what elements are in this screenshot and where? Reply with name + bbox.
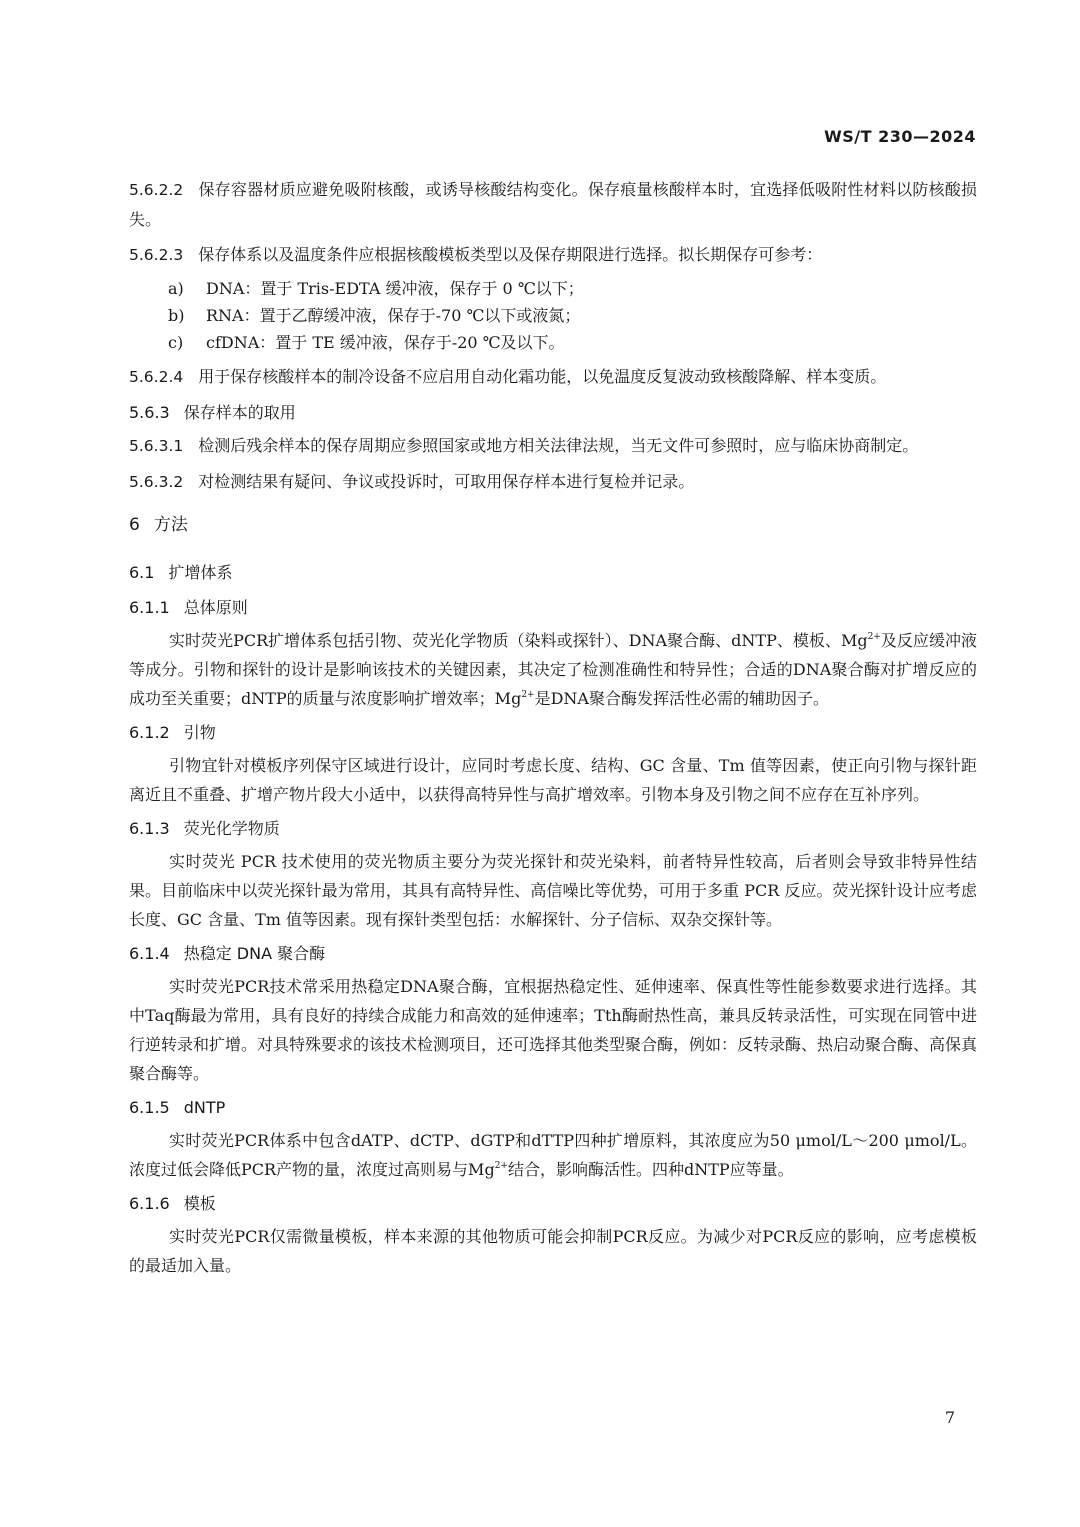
list-item bbox=[168, 302, 977, 329]
page-number: 7 bbox=[944, 1408, 955, 1427]
heading-number: 6.1.2 bbox=[129, 723, 170, 742]
heading-number: 6.1.4 bbox=[129, 944, 170, 963]
heading-title: 扩增体系 bbox=[168, 563, 233, 582]
clause-text: 保存体系以及温度条件应根据核酸模板类型以及保存期限进行选择。拟长期保存可参考： bbox=[198, 245, 823, 264]
storage-conditions-list bbox=[168, 275, 977, 356]
paragraph-fluorescent-chemicals: 实时荧光 PCR 技术使用的荧光物质主要分为荧光探针和荧光染料，前者特异性较高，后者则会导致非特异性结果。目前临床中以荧光探针最为常用，其具有高特异性、高信噪比等优势，可用于多重 PCR 反应。荧光探针设计应考虑长度、GC 含量、Tm 值等因素。现有探针类型包括：水解探针、分子信标、双杂交探针等。 bbox=[129, 852, 977, 929]
paragraph-dntp bbox=[129, 1126, 977, 1184]
list-item-text: RNA：置于乙醇缓冲液，保存于-70 ℃以下或液氮； bbox=[206, 306, 581, 325]
heading-title: 引物 bbox=[183, 723, 216, 742]
heading-title: dNTP bbox=[183, 1098, 226, 1117]
clause-text: 用于保存核酸样本的制冷设备不应启用自动化霜功能，以免温度反复波动致核酸降解、样本变质。 bbox=[198, 367, 887, 386]
heading-number: 5.6.3 bbox=[129, 403, 170, 422]
list-item bbox=[168, 329, 977, 356]
list-marker: a) bbox=[168, 279, 184, 298]
clause-number: 5.6.2.4 bbox=[129, 368, 184, 386]
list-item-text: cfDNA：置于 TE 缓冲液，保存于-20 ℃及以下。 bbox=[206, 333, 565, 352]
heading-6-1 bbox=[129, 558, 977, 587]
heading-number: 6.1.3 bbox=[129, 819, 170, 838]
paragraph-text: 实时荧光PCR体系中包含dATP、dCTP、dGTP和dTTP四种扩增原料，其浓度应为50 μmol/L～200 μmol/L。浓度过低会降低PCR产物的量，浓度过高则易与Mg bbox=[129, 1131, 977, 1179]
paragraph-template: 实时荧光PCR仅需微量模板，样本来源的其他物质可能会抑制PCR反应。为减少对PCR反应的影响，应考虑模板的最适加入量。 bbox=[129, 1227, 977, 1275]
heading-number: 6.1.5 bbox=[129, 1098, 170, 1117]
clause-number: 5.6.2.2 bbox=[129, 181, 184, 199]
list-item bbox=[168, 275, 977, 302]
page-content bbox=[129, 175, 977, 1285]
clause-5-6-2-4 bbox=[129, 362, 977, 392]
standard-number: WS/T 230—2024 bbox=[824, 127, 976, 146]
superscript-charge: 2+ bbox=[494, 1161, 508, 1171]
heading-title: 方法 bbox=[153, 515, 188, 535]
heading-6-1-1 bbox=[129, 593, 977, 622]
paragraph-primers: 引物宜针对模板序列保守区域进行设计，应同时考虑长度、结构、GC 含量、Tm 值等因素，使正向引物与探针距离近且不重叠、扩增产物片段大小适中，以获得高特异性与高扩增效率。引物本身及引物之间不应存在互补序列。 bbox=[129, 756, 977, 804]
paragraph-text: 实时荧光PCR扩增体系包括引物、荧光化学物质（染料或探针）、DNA聚合酶、dNTP、模板、Mg bbox=[169, 631, 868, 650]
heading-number: 6.1.1 bbox=[129, 598, 170, 617]
clause-number: 5.6.2.3 bbox=[129, 246, 184, 264]
heading-title: 保存样本的取用 bbox=[183, 403, 296, 422]
list-marker: b) bbox=[168, 306, 185, 325]
heading-number: 6.1.6 bbox=[129, 1194, 170, 1213]
heading-title: 模板 bbox=[183, 1194, 216, 1213]
heading-6-1-3 bbox=[129, 814, 977, 843]
heading-6 bbox=[129, 511, 977, 540]
paragraph-general-principle bbox=[129, 626, 977, 713]
superscript-charge: 2+ bbox=[867, 632, 881, 642]
clause-text: 对检测结果有疑问、争议或投诉时，可取用保存样本进行复检并记录。 bbox=[198, 472, 695, 491]
heading-title: 热稳定 DNA 聚合酶 bbox=[183, 944, 326, 963]
heading-title: 荧光化学物质 bbox=[183, 819, 280, 838]
paragraph-text: 是DNA聚合酶发挥活性必需的辅助因子。 bbox=[534, 689, 829, 708]
paragraph-text: 结合，影响酶活性。四种dNTP应等量。 bbox=[507, 1160, 794, 1179]
heading-title: 总体原则 bbox=[183, 598, 248, 617]
paragraph-dna-polymerase: 实时荧光PCR技术常采用热稳定DNA聚合酶，宜根据热稳定性、延伸速率、保真性等性能参数要求进行选择。其中Taq酶最为常用，具有良好的持续合成能力和高效的延伸速率；Tth酶耐热性高，兼具反转录活性，可实现在同管中进行逆转录和扩增。对具特殊要求的该技术检测项目，还可选择其他类型聚合酶，例如：反转录酶、热启动聚合酶、高保真聚合酶等。 bbox=[129, 977, 978, 1083]
list-item-text: DNA：置于 Tris-EDTA 缓冲液，保存于 0 ℃以下； bbox=[206, 279, 584, 298]
paragraph-text: 及反应缓冲液等成分。引物和探针的设计是影响该技术的关键因素，其决定了检测准确性和特异性；合适的DNA聚合酶对扩增反应的成功至关重要；dNTP的质量与浓度影响扩增效率；Mg bbox=[129, 631, 977, 708]
heading-6-1-6 bbox=[129, 1189, 977, 1218]
clause-number: 5.6.3.1 bbox=[129, 437, 184, 455]
clause-5-6-2-2 bbox=[129, 175, 977, 234]
clause-number: 5.6.3.2 bbox=[129, 473, 184, 491]
clause-5-6-3-2 bbox=[129, 467, 977, 497]
heading-6-1-2 bbox=[129, 718, 977, 747]
clause-text: 保存容器材质应避免吸附核酸，或诱导核酸结构变化。保存痕量核酸样本时，宜选择低吸附性材料以防核酸损失。 bbox=[129, 180, 977, 229]
superscript-charge: 2+ bbox=[521, 690, 535, 700]
heading-6-1-5 bbox=[129, 1093, 977, 1122]
heading-number: 6.1 bbox=[129, 563, 155, 582]
heading-6-1-4 bbox=[129, 939, 977, 968]
clause-5-6-3-1 bbox=[129, 431, 977, 461]
heading-5-6-3 bbox=[129, 398, 977, 427]
heading-number: 6 bbox=[129, 515, 140, 535]
clause-text: 检测后残余样本的保存周期应参照国家或地方相关法律法规，当无文件可参照时，应与临床协商制定。 bbox=[198, 436, 919, 455]
clause-5-6-2-3 bbox=[129, 240, 977, 270]
list-marker: c) bbox=[168, 333, 184, 352]
